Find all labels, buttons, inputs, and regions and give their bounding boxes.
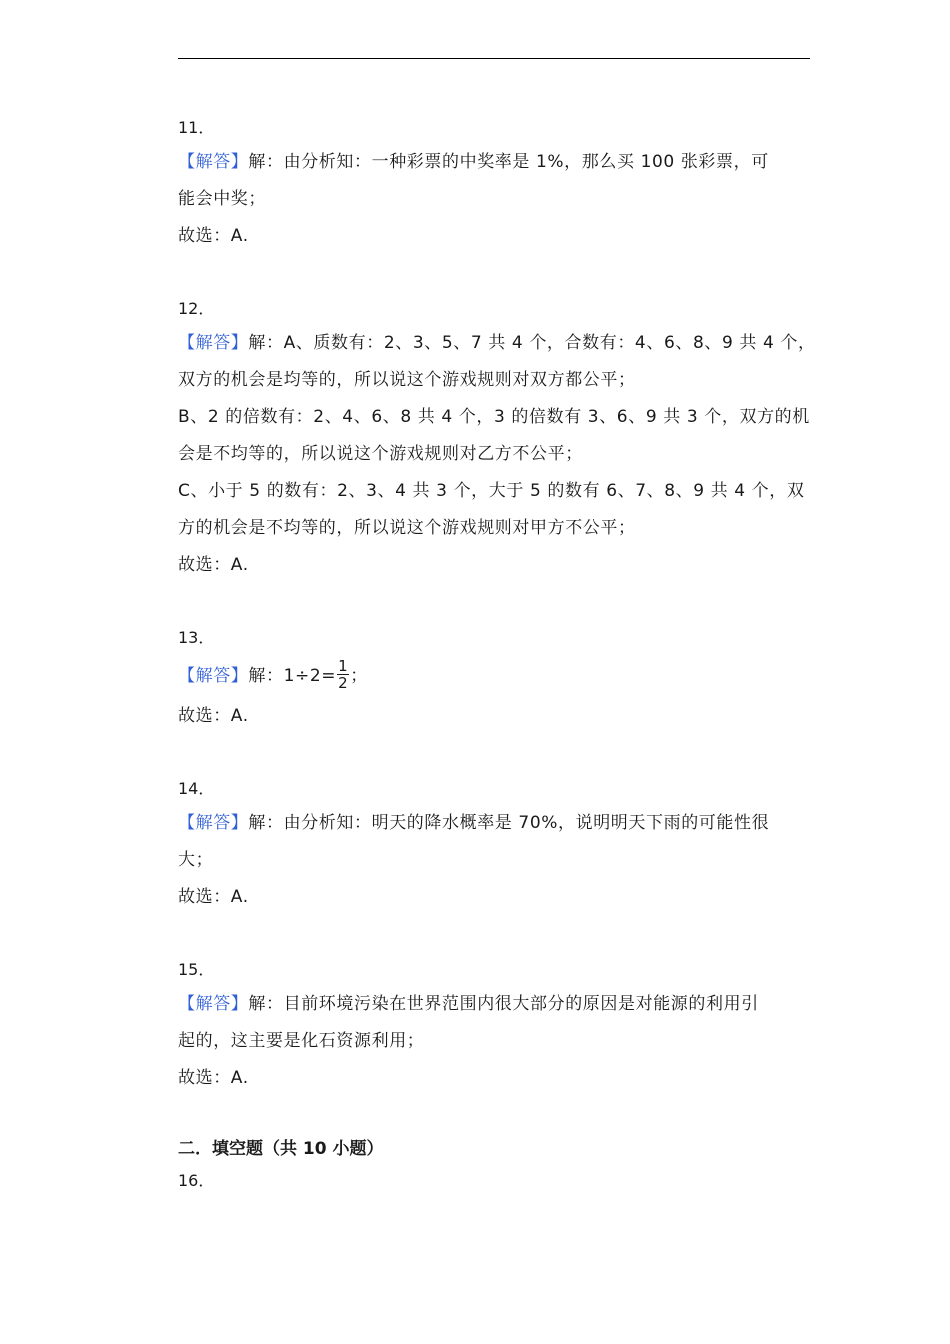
answer-choice: 故选：A. — [178, 887, 249, 907]
answer-line: C、小于 5 的数有：2、3、4 共 3 个，大于 5 的数有 6、7、8、9 共 4 个，双 — [178, 481, 805, 501]
question-number: 14． — [178, 779, 215, 798]
answer-choice: 故选：A. — [178, 706, 249, 726]
formula-suffix: ； — [350, 666, 368, 686]
answer-line: 起的，这主要是化石资源利用； — [178, 1031, 425, 1051]
fraction-numerator: 1 — [338, 656, 349, 675]
answer-content — [178, 112, 816, 1197]
answer-text: 解：A、质数有：2、3、5、7 共 4 个，合数有：4、6、8、9 共 4 个， — [248, 333, 816, 353]
answer-line: 会是不均等的，所以说这个游戏规则对乙方不公平； — [178, 444, 583, 464]
answer-line — [178, 144, 810, 181]
answer-line — [178, 986, 810, 1023]
answer-line: 方的机会是不均等的，所以说这个游戏规则对甲方不公平； — [178, 518, 636, 538]
answer-tag: 【解答】 — [178, 813, 249, 833]
answer-line: 双方的机会是均等的，所以说这个游戏规则对双方都公平； — [178, 370, 636, 390]
question-11 — [178, 112, 810, 255]
question-number: 16． — [178, 1171, 215, 1190]
header-rule — [178, 58, 810, 59]
question-number: 12． — [178, 299, 215, 318]
question-number: 13． — [178, 628, 215, 647]
answer-line — [178, 805, 810, 842]
answer-choice: 故选：A. — [178, 555, 249, 575]
answer-tag: 【解答】 — [178, 152, 249, 172]
question-number: 15． — [178, 960, 215, 979]
question-14 — [178, 773, 810, 916]
answer-line: 能会中奖； — [178, 189, 266, 209]
section-heading: 二．填空题（共 10 小题） — [178, 1139, 384, 1159]
answer-tag: 【解答】 — [178, 994, 249, 1014]
question-number: 11． — [178, 118, 215, 137]
formula-prefix: 解：1÷2= — [248, 666, 337, 686]
answer-text: 解：由分析知：明天的降水概率是 70%，说明明天下雨的可能性很 — [248, 813, 770, 833]
answer-text: 解：由分析知：一种彩票的中奖率是 1%，那么买 100 张彩票，可 — [248, 152, 769, 172]
answer-tag: 【解答】 — [178, 333, 249, 353]
fraction — [337, 658, 349, 691]
answer-tag: 【解答】 — [178, 666, 249, 686]
question-15 — [178, 954, 810, 1097]
question-13 — [178, 622, 810, 735]
answer-choice: 故选：A. — [178, 1068, 249, 1088]
answer-line — [178, 654, 810, 698]
question-12 — [178, 293, 816, 584]
answer-text: 解：目前环境污染在世界范围内很大部分的原因是对能源的利用引 — [248, 994, 759, 1014]
answer-line: 大； — [178, 850, 214, 870]
answer-line — [178, 325, 816, 362]
fraction-denominator: 2 — [338, 673, 349, 692]
answer-choice: 故选：A. — [178, 226, 249, 246]
answer-line: B、2 的倍数有：2、4、6、8 共 4 个，3 的倍数有 3、6、9 共 3 个，双方的机 — [178, 407, 810, 427]
